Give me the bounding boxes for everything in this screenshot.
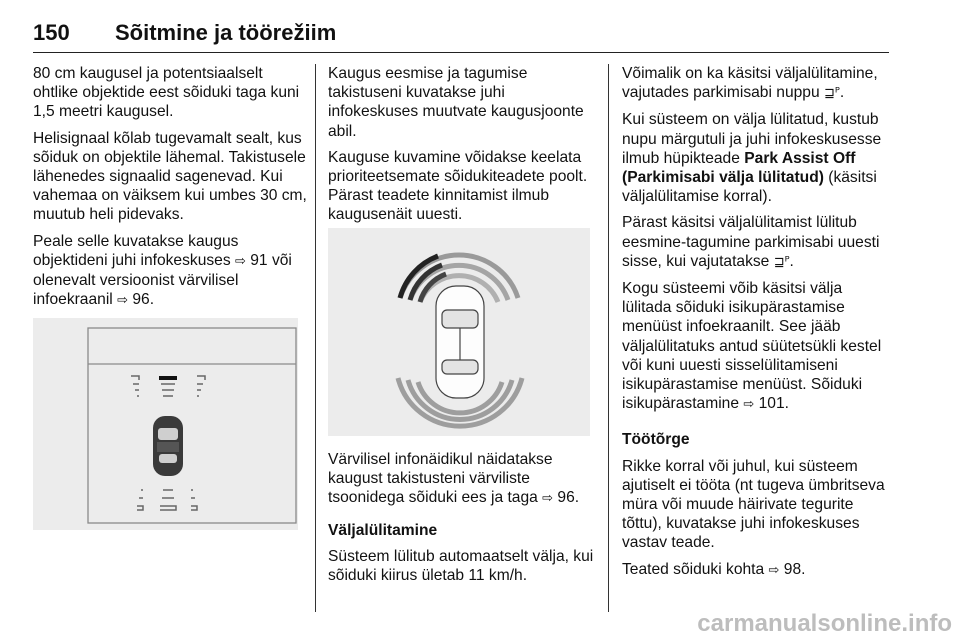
column-3 xyxy=(622,64,894,587)
popup-message: Park Assist Off (Parkimisabi välja lülitatud) xyxy=(622,149,856,187)
paragraph: 80 cm kaugusel ja potentsiaalselt ohtlike objektide eest sõiduki taga kuni 1,5 meetri kaugusel. xyxy=(33,65,300,121)
watermark: carmanualsonline.info xyxy=(697,610,952,637)
column-divider xyxy=(608,64,609,612)
cross-reference[interactable]: 96 xyxy=(557,489,575,507)
cross-reference[interactable]: 91 xyxy=(250,251,268,269)
parking-assist-button-icon: ⊒ᴾ xyxy=(823,86,840,102)
paragraph: Teated sõiduki kohta ⇨ 98. xyxy=(622,560,806,578)
paragraph: Süsteem lülitub automaatselt välja, kui sõiduki kiirus ületab 11 km/h. xyxy=(328,547,594,585)
paragraph: Rikke korral või juhul, kui süsteem ajutiselt ei tööta (nt tugeva ümbritseva müra või muude häirivate tegurite tõttu), kuvatakse juhi infokeskuses vastav teade. xyxy=(622,457,885,552)
cross-reference[interactable]: 101 xyxy=(758,395,785,413)
parking-display-illustration xyxy=(33,318,298,530)
cross-reference-arrow-icon: ⇨ xyxy=(117,293,129,309)
cross-reference-arrow-icon: ⇨ xyxy=(542,491,554,507)
cross-reference[interactable]: 98 xyxy=(783,560,802,578)
column-2 xyxy=(328,64,598,232)
page-number: 150 xyxy=(33,20,70,45)
paragraph: Värvilisel infonäidikul näidatakse kaugust takistusteni värviliste tsoonidega sõiduki ees ja taga ⇨ 96. xyxy=(328,451,580,507)
paragraph: Peale selle kuvatakse kaugus objektideni juhi infokeskuses ⇨ 91 või olenevalt versioonist värvilisel infoekraanil ⇨ 96. xyxy=(33,232,292,309)
cross-reference-arrow-icon: ⇨ xyxy=(768,562,780,578)
section-heading: Töötõrge xyxy=(622,431,690,449)
cross-reference[interactable]: 96 xyxy=(132,291,150,309)
paragraph: Helisignaal kõlab tugevamalt sealt, kus sõiduk on objektile lähemal. Takistusele lähenedes signaalid sagenevad. Kui vahemaa on väiksem kui umbes 30 cm, muutub heli pidevaks. xyxy=(33,129,307,224)
section-heading: Väljalülitamine xyxy=(328,521,438,539)
paragraph: Pärast käsitsi väljalülitamist lülitub eesmine-tagumine parkimisabi uuesti sisse, kui vajutatakse ⊒ᴾ. xyxy=(622,214,880,270)
paragraph: Kogu süsteemi võib käsitsi välja lülitada sõiduki isikupärastamise menüüst infoekraanilt. See jääb väljalülitatuks antud süütetsükli kestel või kuni uuesti sisselülitamiseni isikupärastamise menüüst. Sõiduki isikupärastamine ⇨ 101. xyxy=(622,280,882,413)
paragraph: Kui süsteem on välja lülitatud, kustub nupu märgutuli ja juhi infokeskusesse ilmub hüpikteade Park Assist Off (Parkimisabi välja lülitatud) (käsitsi väljalülitamise korral). xyxy=(622,111,882,206)
page-title: Sõitmine ja töörežiim xyxy=(115,20,337,45)
parking-assist-button-icon: ⊒ᴾ xyxy=(773,254,790,270)
paragraph: Kauguse kuvamine võidakse keelata prioriteetsemate sõidukiteadete poolt. Pärast teadete kinnitamist ilmub kaugusenäit uuesti. xyxy=(328,148,588,224)
cross-reference-arrow-icon: ⇨ xyxy=(743,397,755,413)
paragraph: Kaugus eesmise ja tagumise takistuseni kuvatakse juhi infokeskuses muutvate kaugusjoonte abil. xyxy=(328,65,584,140)
paragraph: Võimalik on ka käsitsi väljalülitamine, vajutades parkimisabi nuppu ⊒ᴾ. xyxy=(622,65,878,102)
column-divider xyxy=(315,64,316,612)
color-info-display-illustration xyxy=(328,228,590,436)
page-header xyxy=(33,0,889,53)
column-2-lower xyxy=(328,450,598,592)
cross-reference-arrow-icon: ⇨ xyxy=(234,253,246,269)
column-1 xyxy=(33,64,308,317)
